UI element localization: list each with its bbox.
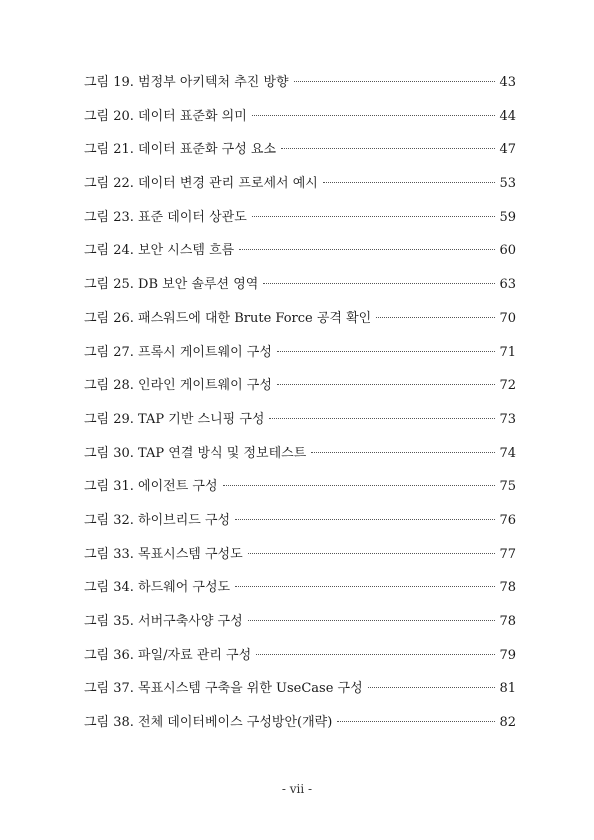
toc-entry xyxy=(84,138,516,172)
toc-entry-page: 76 xyxy=(499,512,516,528)
figure-list xyxy=(84,71,516,745)
dot-leader xyxy=(311,452,495,453)
dot-leader xyxy=(252,115,496,116)
toc-entry-title: 그림 29. TAP 기반 스니핑 구성 xyxy=(84,411,265,427)
toc-entry xyxy=(84,374,516,408)
toc-entry-page: 47 xyxy=(499,142,516,158)
toc-entry-title: 그림 22. 데이터 변경 관리 프로세서 예시 xyxy=(84,176,318,192)
dot-leader xyxy=(277,351,496,352)
dot-leader xyxy=(223,485,496,486)
toc-entry-page: 71 xyxy=(499,344,516,360)
toc-entry xyxy=(84,475,516,509)
toc-entry-page: 72 xyxy=(499,378,516,394)
toc-entry-page: 78 xyxy=(499,580,516,596)
toc-entry-page: 60 xyxy=(499,243,516,259)
toc-entry xyxy=(84,610,516,644)
toc-entry-title: 그림 36. 파일/자료 관리 구성 xyxy=(84,647,252,663)
toc-entry xyxy=(84,239,516,273)
toc-entry-page: 74 xyxy=(499,445,516,461)
toc-entry-title: 그림 37. 목표시스템 구축을 위한 UseCase 구성 xyxy=(84,681,363,697)
toc-entry-title: 그림 26. 패스워드에 대한 Brute Force 공격 확인 xyxy=(84,310,372,326)
dot-leader xyxy=(248,553,496,554)
dot-leader xyxy=(235,586,495,587)
toc-entry-title: 그림 21. 데이터 표준화 구성 요소 xyxy=(84,142,277,158)
toc-entry-title: 그림 32. 하이브리드 구성 xyxy=(84,512,231,528)
toc-entry-title: 그림 20. 데이터 표준화 의미 xyxy=(84,108,247,124)
toc-entry-title: 그림 19. 범정부 아키텍처 추진 방향 xyxy=(84,75,289,90)
toc-entry-title: 그림 31. 에이전트 구성 xyxy=(84,479,218,495)
toc-entry xyxy=(84,509,516,543)
toc-entry-page: 78 xyxy=(499,614,516,629)
dot-leader xyxy=(263,283,495,284)
toc-entry xyxy=(84,273,516,307)
dot-leader xyxy=(269,418,495,419)
toc-entry-page: 63 xyxy=(499,277,516,293)
page-number: - vii - xyxy=(281,782,313,796)
dot-leader xyxy=(281,148,495,149)
toc-entry-page: 73 xyxy=(499,411,516,427)
toc-entry xyxy=(84,644,516,678)
toc-entry-page: 53 xyxy=(499,176,516,192)
toc-entry xyxy=(84,206,516,240)
toc-entry xyxy=(84,172,516,206)
toc-entry-page: 75 xyxy=(499,479,516,495)
toc-entry-page: 44 xyxy=(499,108,516,124)
toc-entry xyxy=(84,307,516,341)
dot-leader xyxy=(337,721,495,722)
toc-entry-title: 그림 33. 목표시스템 구성도 xyxy=(84,546,243,562)
dot-leader xyxy=(376,317,495,318)
toc-entry-title: 그림 23. 표준 데이터 상관도 xyxy=(84,209,247,225)
dot-leader xyxy=(252,216,496,217)
toc-entry xyxy=(84,105,516,139)
dot-leader xyxy=(368,687,496,688)
toc-entry-title: 그림 24. 보안 시스템 흐름 xyxy=(84,243,235,259)
toc-entry xyxy=(84,576,516,610)
toc-entry xyxy=(84,543,516,577)
toc-entry-title: 그림 25. DB 보안 솔루션 영역 xyxy=(84,277,259,293)
toc-entry xyxy=(84,341,516,375)
toc-entry-page: 70 xyxy=(499,310,516,326)
toc-entry-page: 79 xyxy=(499,647,516,663)
toc-entry-page: 82 xyxy=(499,715,516,731)
toc-entry-page: 59 xyxy=(499,209,516,225)
toc-entry-title: 그림 34. 하드웨어 구성도 xyxy=(84,580,231,596)
dot-leader xyxy=(256,654,495,655)
toc-entry xyxy=(84,711,516,745)
toc-entry xyxy=(84,442,516,476)
toc-entry-title: 그림 28. 인라인 게이트웨이 구성 xyxy=(84,378,272,394)
toc-entry-title: 그림 30. TAP 연결 방식 및 정보테스트 xyxy=(84,445,307,461)
dot-leader xyxy=(239,249,495,250)
toc-entry-title: 그림 27. 프록시 게이트웨이 구성 xyxy=(84,344,272,360)
toc-entry-title: 그림 35. 서버구축사양 구성 xyxy=(84,614,243,629)
dot-leader xyxy=(323,182,496,183)
dot-leader xyxy=(277,384,496,385)
dot-leader xyxy=(294,81,496,82)
dot-leader xyxy=(235,519,495,520)
toc-entry xyxy=(84,71,516,105)
toc-entry-page: 81 xyxy=(499,681,516,697)
toc-entry-title: 그림 38. 전체 데이터베이스 구성방안(개략) xyxy=(84,715,333,731)
toc-entry xyxy=(84,408,516,442)
toc-entry-page: 77 xyxy=(499,546,516,562)
toc-entry xyxy=(84,677,516,711)
dot-leader xyxy=(248,620,496,621)
toc-entry-page: 43 xyxy=(499,75,516,90)
